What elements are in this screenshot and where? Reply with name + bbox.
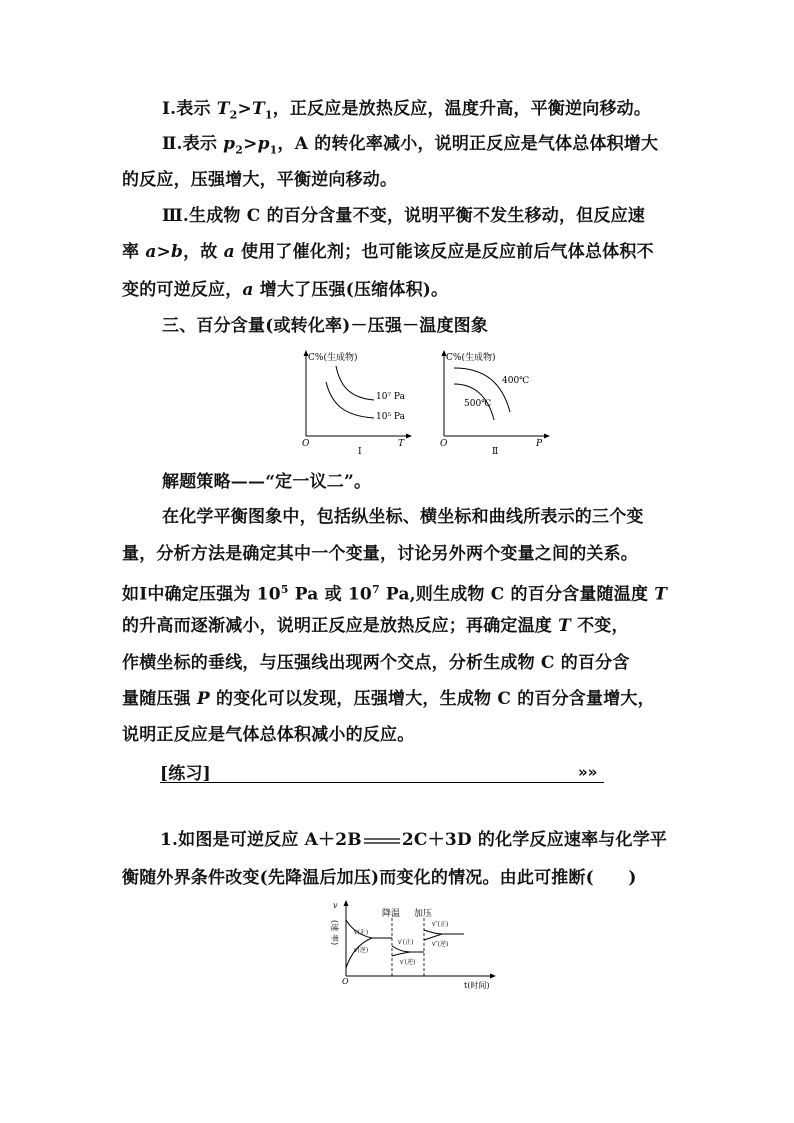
text-line-6: 变的可逆反应，a 增大了压强(压缩体积)。 bbox=[122, 280, 449, 300]
text-line-11: 作横坐标的垂线，与压强线出现两个交点，分析生成物 C 的百分含 bbox=[122, 653, 630, 673]
fig3-ylabel-bot: 率) bbox=[330, 934, 339, 946]
question-1-line-1: 1.如图是可逆反应 A＋2B 2C＋3D 的化学反应速率与化学平 bbox=[160, 830, 668, 850]
fig3-x-arrow bbox=[490, 974, 496, 979]
fig3-v-fwd-label: v(正) bbox=[354, 929, 369, 936]
practice-rule bbox=[160, 782, 604, 783]
question-1-line-2: 衡随外界条件改变(先降温后加压)而变化的情况。由此可推断( ) bbox=[122, 868, 637, 888]
text-line-7: 在化学平衡图象中，包括纵坐标、横坐标和曲线所表示的三个变 bbox=[162, 507, 644, 527]
fig2-caption: Ⅱ bbox=[492, 447, 499, 457]
text-line-5: 率 a>b，故 a 使用了催化剂；也可能该反应是反应前后气体总体积不 bbox=[122, 242, 654, 262]
fig1-curve-high bbox=[336, 366, 374, 400]
text-line-1: Ⅰ.表示 $T_2>T_1$，正反应是放热反应，温度升高，平衡逆向移动。 bbox=[162, 99, 652, 122]
fig3-v1-rev-label: v′(逆) bbox=[400, 959, 416, 966]
figure-2-chart bbox=[428, 346, 558, 458]
fig2-ylabel: C%(生成物) bbox=[446, 353, 496, 363]
fig1-ylabel: C%(生成物) bbox=[308, 353, 358, 363]
practice-arrows: »» bbox=[578, 763, 598, 781]
fig3-curve1-rev bbox=[392, 952, 410, 956]
fig1-origin: O bbox=[302, 439, 310, 449]
text-line-2: Ⅱ.表示 $p_2>p_1$，A 的转化率减小，说明正反应是气体总体积增大 bbox=[162, 134, 659, 157]
text-line-9: 如Ⅰ中确定压强为 $10^5$ Pa 或 $10^7$ Pa,则生成物 C 的百分含量随温度 T bbox=[122, 583, 668, 605]
fig3-stage2-label: 加压 bbox=[414, 909, 433, 919]
fig1-curve-low-label: 10⁵ Pa bbox=[376, 412, 405, 422]
fig1-xlabel: T bbox=[398, 439, 405, 449]
fig3-curve-fwd bbox=[346, 920, 392, 938]
fig1-curve-low bbox=[326, 382, 374, 418]
fig3-v-rev-label: v(逆) bbox=[354, 947, 369, 954]
fig2-xlabel: P bbox=[536, 439, 543, 449]
fig3-curve2-fwd bbox=[424, 930, 464, 934]
fig1-curve-high-label: 10⁷ Pa bbox=[376, 392, 405, 402]
strategy-line: 解题策略——“定一议二”。 bbox=[162, 472, 372, 492]
fig1-caption: Ⅰ bbox=[358, 447, 362, 457]
text-line-3: 的反应，压强增大，平衡逆向移动。 bbox=[122, 170, 398, 190]
fig2-x-arrow bbox=[544, 434, 550, 439]
fig2-origin: O bbox=[440, 439, 448, 449]
fig3-curve2-rev bbox=[424, 934, 442, 940]
figure-1-chart bbox=[290, 346, 420, 458]
fig3-v1-fwd-label: v′(正) bbox=[398, 939, 414, 946]
fig3-stage1-label: 降温 bbox=[382, 909, 401, 919]
fig3-ylabel-mid: (速 bbox=[330, 920, 339, 932]
text-line-12: 量随压强 P 的变化可以发现，压强增大，生成物 C 的百分含量增大， bbox=[122, 689, 655, 709]
equilibrium-arrow-icon bbox=[362, 834, 402, 848]
fig2-curve-400-label: 400℃ bbox=[502, 376, 530, 386]
fig3-v2-fwd-label: v″(正) bbox=[432, 921, 449, 928]
section-heading: 三、百分含量(或转化率)－压强－温度图象 bbox=[162, 316, 489, 336]
text-line-10: 的升高而逐渐减小，说明正反应是放热反应；再确定温度 T 不变， bbox=[122, 616, 629, 636]
fig3-v2-rev-label: v″(逆) bbox=[432, 941, 449, 948]
fig3-ylabel-v: v bbox=[333, 901, 338, 910]
text-line-4: Ⅲ.生成物 C 的百分含量不变，说明平衡不发生移动，但反应速 bbox=[162, 206, 645, 226]
text-line-8: 量，分析方法是确定其中一个变量，讨论另外两个变量之间的关系。 bbox=[122, 544, 638, 564]
figure-3-rate-chart bbox=[328, 896, 508, 992]
fig3-origin: O bbox=[342, 977, 349, 986]
practice-label: [练习] bbox=[160, 764, 211, 784]
fig3-xlabel: t(时间) bbox=[464, 981, 490, 990]
fig1-x-arrow bbox=[406, 434, 412, 439]
fig2-curve-500-label: 500℃ bbox=[464, 399, 492, 409]
fig3-y-arrow bbox=[344, 900, 349, 906]
fig3-curve1-fwd bbox=[392, 946, 424, 952]
text-line-13: 说明正反应是气体总体积减小的反应。 bbox=[122, 725, 415, 745]
